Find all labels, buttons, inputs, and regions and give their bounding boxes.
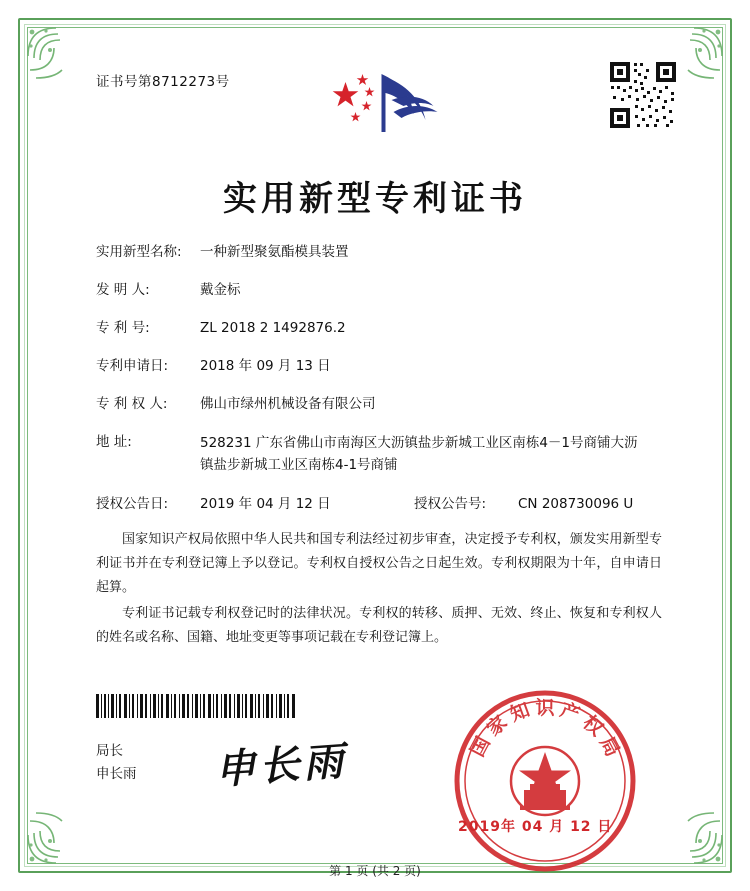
official-red-seal-icon — [450, 686, 640, 876]
signature-block — [96, 740, 137, 786]
certificate-content — [60, 46, 690, 846]
legal-paragraph: 国家知识产权局依照中华人民共和国专利法经过初步审查，决定授予专利权，颁发实用新型专利证书并在专利登记簿上予以登记。专利权自授权公告之日起生效。专利权期限为十年，自申请日起算。 — [96, 532, 662, 595]
field-label: 实用新型名称: — [96, 244, 182, 260]
field-value: 528231 广东省佛山市南海区大沥镇盐步新城工业区南栋4－1号商铺大沥镇盐步新城工业区南栋4-1号商铺 — [200, 435, 638, 473]
signature-name: 申长雨 — [96, 766, 137, 782]
field-label: 专 利 权 人: — [96, 396, 168, 412]
svg-text:产: 产 — [557, 698, 583, 726]
field-value: 佛山市绿州机械设备有限公司 — [200, 396, 376, 412]
svg-text:家: 家 — [482, 711, 512, 741]
certificate-number: 证书号第8712273号 — [96, 74, 230, 90]
svg-text:知: 知 — [507, 698, 533, 726]
svg-text:国: 国 — [466, 733, 495, 761]
signature-role: 局长 — [96, 743, 123, 759]
page-footer: 第 1 页 (共 2 页) — [329, 864, 421, 878]
svg-text:局: 局 — [595, 733, 624, 761]
field-label: 专 利 号: — [96, 320, 150, 336]
announcement-number-group — [414, 494, 633, 514]
field-label: 专利申请日: — [96, 358, 169, 374]
field-value: 戴金标 — [200, 282, 241, 298]
field-inventor — [96, 280, 666, 300]
field-address — [96, 432, 666, 476]
fields-block — [96, 242, 666, 532]
announcement-number-label: 授权公告号: — [414, 496, 487, 512]
field-patentee — [96, 394, 666, 414]
field-invention-name — [96, 242, 666, 262]
field-patent-number — [96, 318, 666, 338]
page-title: 实用新型专利证书 — [223, 179, 527, 219]
field-label: 发 明 人: — [96, 282, 150, 298]
field-label: 地 址: — [96, 434, 132, 450]
cnipa-emblem-icon — [308, 60, 443, 138]
handwritten-signature: 申长雨 — [213, 737, 349, 794]
announcement-number-value: CN 208730096 U — [518, 496, 634, 512]
qr-code-icon — [608, 60, 678, 130]
field-announcement — [96, 494, 666, 514]
field-application-date — [96, 356, 666, 376]
field-value: 2018 年 09 月 13 日 — [200, 358, 331, 374]
field-value: ZL 2018 2 1492876.2 — [200, 320, 346, 336]
legal-paragraph: 专利证书记载专利权登记时的法律状况。专利权的转移、质押、无效、终止、恢复和专利权人的姓名或名称、国籍、地址变更等事项记载在专利登记簿上。 — [96, 606, 662, 645]
announcement-date-label: 授权公告日: — [96, 496, 169, 512]
svg-text:识: 识 — [535, 697, 555, 719]
field-value: 一种新型聚氨酯模具装置 — [200, 244, 349, 260]
legal-text-block — [96, 528, 662, 652]
announcement-date-value: 2019 年 04 月 12 日 — [200, 496, 331, 512]
seal-date: 2019年 04 月 12 日 — [458, 819, 613, 835]
svg-text:权: 权 — [578, 711, 608, 741]
barcode-icon — [96, 694, 296, 718]
